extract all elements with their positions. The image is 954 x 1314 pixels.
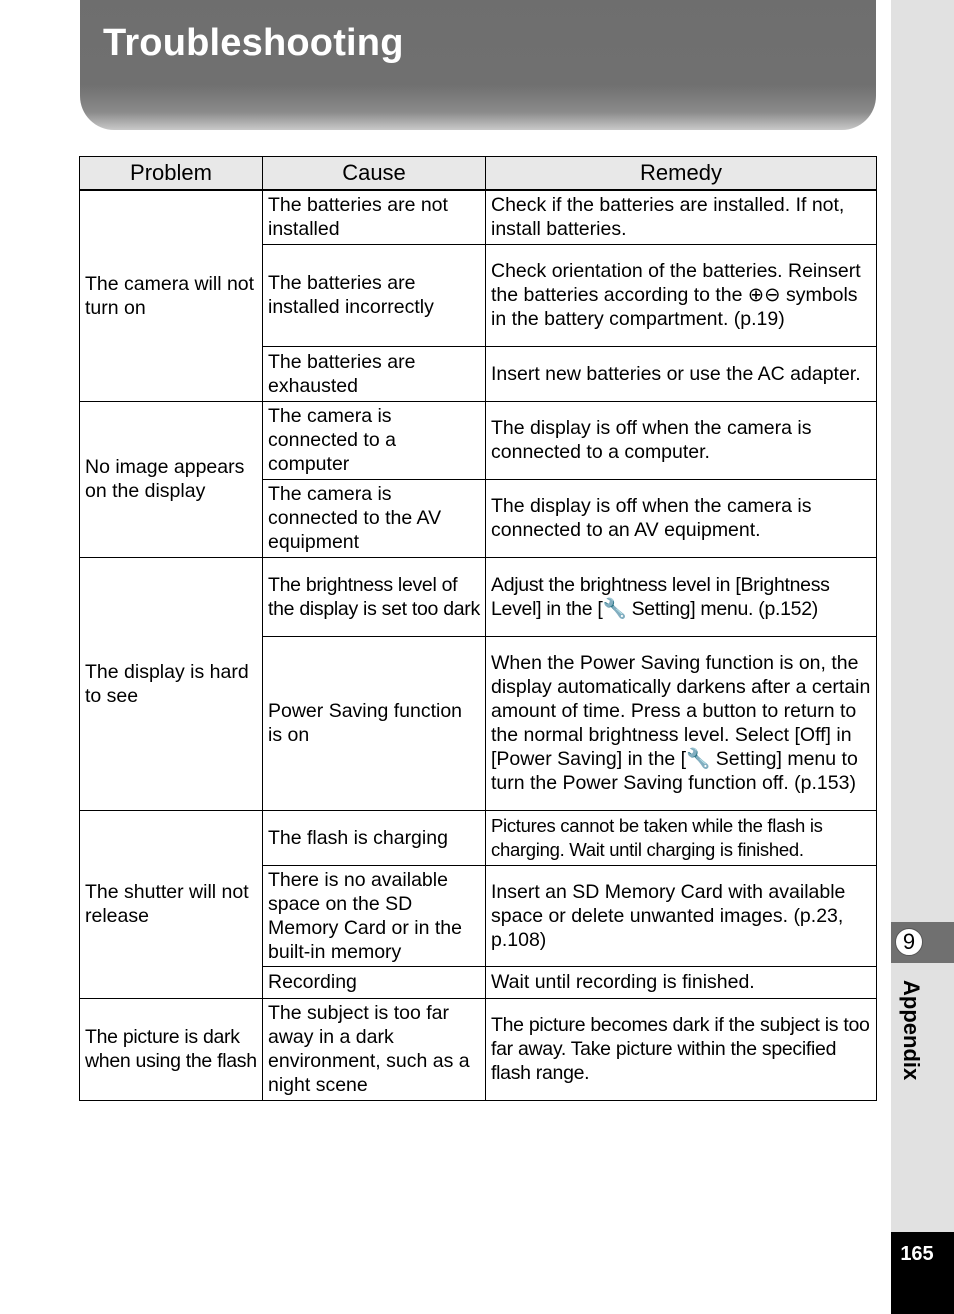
table-row: [80, 810, 877, 865]
side-strip: [891, 0, 954, 1314]
remedy-cell: Insert an SD Memory Card with available space or delete unwanted images. (p.23, p.108): [486, 865, 877, 966]
header-remedy: Remedy: [486, 157, 877, 191]
page-number: 165: [900, 1243, 934, 1265]
problem-cell: The picture is dark when using the flash: [80, 998, 263, 1100]
remedy-cell: Insert new batteries or use the AC adapter.: [486, 346, 877, 401]
chapter-number: 9: [895, 928, 923, 956]
table-row: [80, 401, 877, 479]
cause-cell: There is no available space on the SD Memory Card or in the built-in memory: [263, 865, 486, 966]
remedy-cell: The display is off when the camera is connected to an AV equipment.: [486, 479, 877, 557]
remedy-cell: The picture becomes dark if the subject is too far away. Take picture within the specified flash range.: [486, 998, 877, 1100]
remedy-cell: Adjust the brightness level in [Brightness Level] in the [🔧 Setting] menu. (p.152): [486, 557, 877, 636]
cause-cell: The subject is too far away in a dark environment, such as a night scene: [263, 998, 486, 1100]
header-cause: Cause: [263, 157, 486, 191]
cause-cell: The batteries are installed incorrectly: [263, 244, 486, 346]
remedy-cell: When the Power Saving function is on, the display automatically darkens after a certain amount of time. Press a button to return to the normal brightness level. Select [Off] in [Power Saving] in the [🔧 Setting] menu to turn the Power Saving function off. (p.153): [486, 636, 877, 810]
table-row: [80, 557, 877, 636]
remedy-cell: The display is off when the camera is connected to a computer.: [486, 401, 877, 479]
cause-cell: The batteries are not installed: [263, 190, 486, 244]
problem-cell: The shutter will not release: [80, 810, 263, 998]
cause-cell: The batteries are exhausted: [263, 346, 486, 401]
cause-cell: The flash is charging: [263, 810, 486, 865]
page-title: Troubleshooting: [103, 22, 404, 64]
problem-cell: The display is hard to see: [80, 557, 263, 810]
header-problem: Problem: [80, 157, 263, 191]
remedy-cell: Wait until recording is finished.: [486, 966, 877, 998]
table-row: [80, 998, 877, 1100]
chapter-label: Appendix: [899, 980, 924, 1081]
table-header-row: [80, 157, 877, 191]
cause-cell: Power Saving function is on: [263, 636, 486, 810]
cause-cell: The camera is connected to the AV equipment: [263, 479, 486, 557]
cause-cell: The brightness level of the display is set too dark: [263, 557, 486, 636]
problem-cell: No image appears on the display: [80, 401, 263, 557]
cause-cell: Recording: [263, 966, 486, 998]
remedy-cell: Check if the batteries are installed. If not, install batteries.: [486, 190, 877, 244]
table-row: [80, 190, 877, 244]
remedy-cell: Pictures cannot be taken while the flash is charging. Wait until charging is finished.: [486, 810, 877, 865]
remedy-cell: Check orientation of the batteries. Reinsert the batteries according to the ⊕⊖ symbols in the battery compartment. (p.19): [486, 244, 877, 346]
title-banner: [80, 0, 876, 130]
cause-cell: The camera is connected to a computer: [263, 401, 486, 479]
troubleshooting-table: [79, 156, 877, 1101]
problem-cell: The camera will not turn on: [80, 190, 263, 401]
